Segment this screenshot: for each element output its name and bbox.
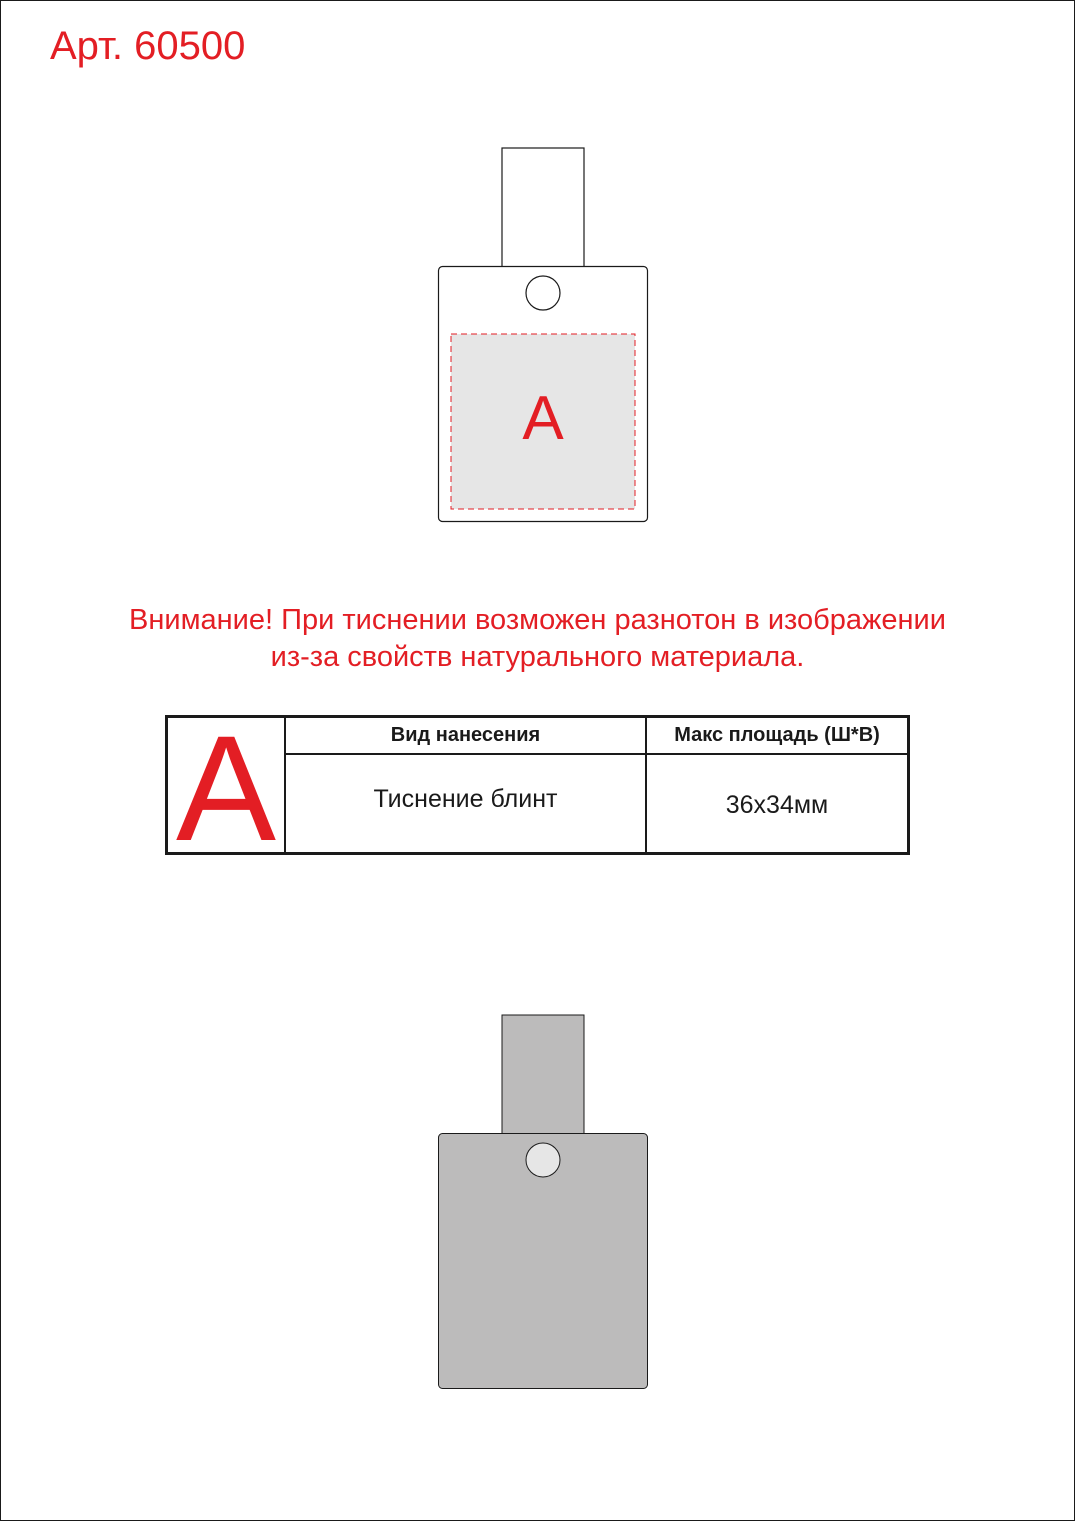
ring-hole-filled — [526, 1143, 560, 1177]
keychain-product-drawing — [439, 1015, 648, 1389]
value-max-area: 36х34мм — [725, 791, 829, 819]
zone-letter-cell: A — [175, 704, 277, 872]
warning-line-1: Внимание! При тиснении возможен разнотон в изображении — [129, 604, 946, 636]
strap-filled — [502, 1015, 584, 1140]
article-title: Арт. 60500 — [50, 24, 246, 68]
header-method: Вид нанесения — [390, 724, 541, 746]
application-table — [165, 704, 910, 872]
header-max-area: Макс площадь (Ш*В) — [674, 724, 880, 746]
value-method: Тиснение блинт — [373, 785, 558, 813]
ring-hole — [526, 276, 560, 310]
warning-line-2: из-за свойств натурального материала. — [270, 641, 805, 673]
keychain-outline-drawing — [439, 148, 648, 522]
strap-outline — [502, 148, 584, 273]
print-zone-label: A — [522, 384, 564, 453]
warning-notice — [0, 602, 1075, 676]
